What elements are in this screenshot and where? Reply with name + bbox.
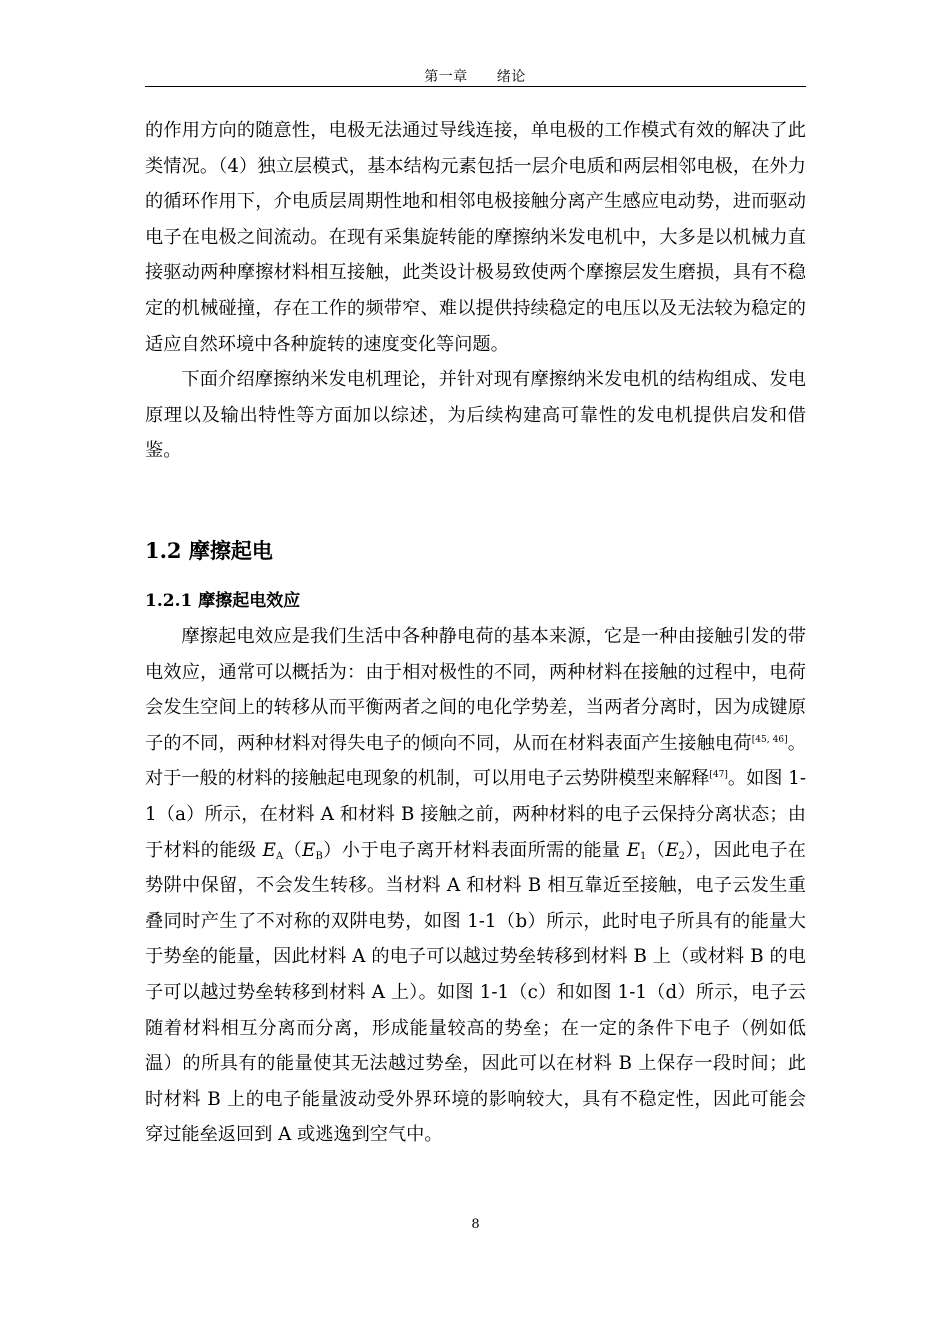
symbol-e-b: E: [302, 839, 316, 861]
p3-paren-2: （: [646, 839, 666, 861]
header-rule: [145, 86, 806, 87]
paragraph-2: [145, 362, 806, 469]
p3-segment-3: 。如图 1-1（a）所示，在材料 A 和材料 B 接触之前，两种材料的电子云保持分离状态；由于材料的能级: [145, 768, 806, 861]
symbol-e-a: E: [262, 839, 276, 861]
symbol-e-2-subscript: 2: [678, 850, 685, 862]
p3-segment-5: ），因此电子在势阱中保留，不会发生转移。当材料 A 和材料 B 相互靠近至接触，电子云发生重叠同时产生了不对称的双阱电势，如图 1-1（b）所示，此时电子所具有的能量大于势垒的能量，因此材料 A 的电子可以越过势垒转移到材料 B 上（或材料 B 的电子可以越过势垒转移到材料 A 上）。如图 1-1（c）和如图 1-1（d）所示，电子云随着材料相互分离而分离，形成能量较高的势垒；在一定的条件下电子（例如低温）的所具有的能量使其无法越过势垒，因此可以在材料 B 上保存一段时间；此时材料 B 上的电子能量波动受外界环境的影响较大，具有不稳定性，因此可能会穿过能垒返回到 A 或逃逸到空气中。: [145, 839, 806, 1146]
symbol-e-1: E: [626, 839, 640, 861]
symbol-e-a-subscript: A: [275, 850, 284, 862]
symbol-e-1-subscript: 1: [639, 850, 647, 862]
p3-segment-2: 。对于一般的材料的接触起电现象的机制，可以用电子云势阱模型来解释: [145, 732, 806, 790]
p3-paren-1: （: [283, 839, 303, 861]
symbol-e-b-subscript: B: [315, 850, 323, 862]
running-header: [145, 66, 805, 86]
paragraph-3: [145, 619, 806, 1153]
section-heading: 1.2 摩擦起电: [145, 538, 273, 563]
subsection-heading: 1.2.1 摩擦起电效应: [145, 591, 301, 611]
paragraph-1: [145, 113, 806, 362]
p3-segment-1: 摩擦起电效应是我们生活中各种静电荷的基本来源，它是一种由接触引发的带电效应，通常可以概括为：由于相对极性的不同，两种材料在接触的过程中，电荷会发生空间上的转移从而平衡两者之间的电化学势差，当两者分离时，因为成键原子的不同，两种材料对得失电子的倾向不同，从而在材料表面产生接触电荷: [145, 626, 806, 754]
symbol-e-2: E: [665, 839, 679, 861]
citation-45-46: [45, 46]: [751, 734, 788, 745]
header-title: 绪论: [496, 69, 526, 85]
citation-47: [47]: [709, 770, 728, 781]
paragraph-1-text: 的作用方向的随意性，电极无法通过导线连接，单电极的工作模式有效的解决了此类情况。（4）独立层模式，基本结构元素包括一层介电质和两层相邻电极，在外力的循环作用下，介电质层周期性地和相邻电极接触分离产生感应电动势，进而驱动电子在电极之间流动。在现有采集旋转能的摩擦纳米发电机中，大多是以机械力直接驱动两种摩擦材料相互接触，此类设计极易致使两个摩擦层发生磨损，具有不稳定的机械碰撞，存在工作的频带窄、难以提供持续稳定的电压以及无法较为稳定的适应自然环境中各种旋转的速度变化等问题。: [145, 120, 806, 355]
header-chapter: 第一章: [424, 69, 468, 85]
p3-segment-4: ）小于电子离开材料表面所需的能量: [322, 839, 627, 861]
paragraph-3-text: [145, 619, 806, 1153]
paragraph-2-text: 下面介绍摩擦纳米发电机理论，并针对现有摩擦纳米发电机的结构组成、发电原理以及输出特性等方面加以综述，为后续构建高可靠性的发电机提供启发和借鉴。: [145, 369, 806, 462]
page-number: 8: [471, 1217, 480, 1232]
